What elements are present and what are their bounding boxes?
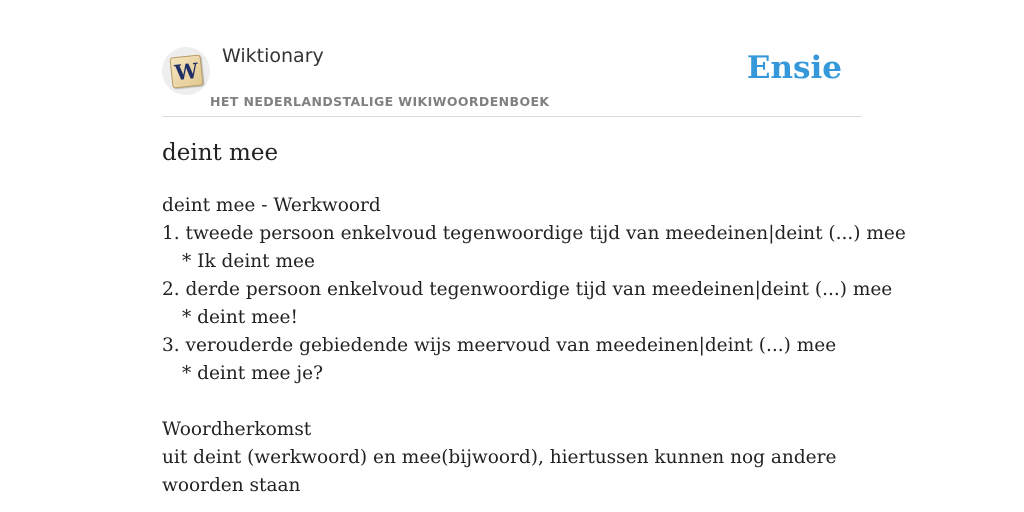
entry-content bbox=[162, 192, 906, 500]
site-header bbox=[162, 40, 862, 117]
page-title: deint mee bbox=[162, 140, 279, 166]
entry-heading: deint mee - Werkwoord bbox=[162, 195, 381, 216]
etymology-heading: Woordherkomst bbox=[162, 419, 312, 440]
definition-1: 1. tweede persoon enkelvoud tegenwoordige tijd van meedeinen|deint (...) mee bbox=[162, 223, 906, 244]
ensie-brand-logo[interactable]: Ensie bbox=[746, 50, 842, 86]
definition-2: 2. derde persoon enkelvoud tegenwoordige tijd van meedeinen|deint (...) mee bbox=[162, 279, 893, 300]
definition-2-example: * deint mee! bbox=[182, 307, 298, 328]
wiktionary-tile-icon bbox=[169, 54, 203, 88]
site-tagline: HET NEDERLANDSTALIGE WIKIWOORDENBOEK bbox=[210, 94, 550, 109]
logo-letter: W bbox=[173, 57, 200, 86]
etymology-text: uit deint (werkwoord) en mee(bijwoord), hiertussen kunnen nog andere woorden staan bbox=[162, 447, 837, 496]
spacer bbox=[162, 388, 862, 416]
site-name[interactable]: Wiktionary bbox=[222, 45, 324, 67]
wiktionary-logo[interactable] bbox=[162, 47, 210, 95]
definition-1-example: * Ik deint mee bbox=[182, 251, 315, 272]
definition-3-example: * deint mee je? bbox=[182, 363, 323, 384]
definition-3: 3. verouderde gebiedende wijs meervoud van meedeinen|deint (...) mee bbox=[162, 335, 837, 356]
